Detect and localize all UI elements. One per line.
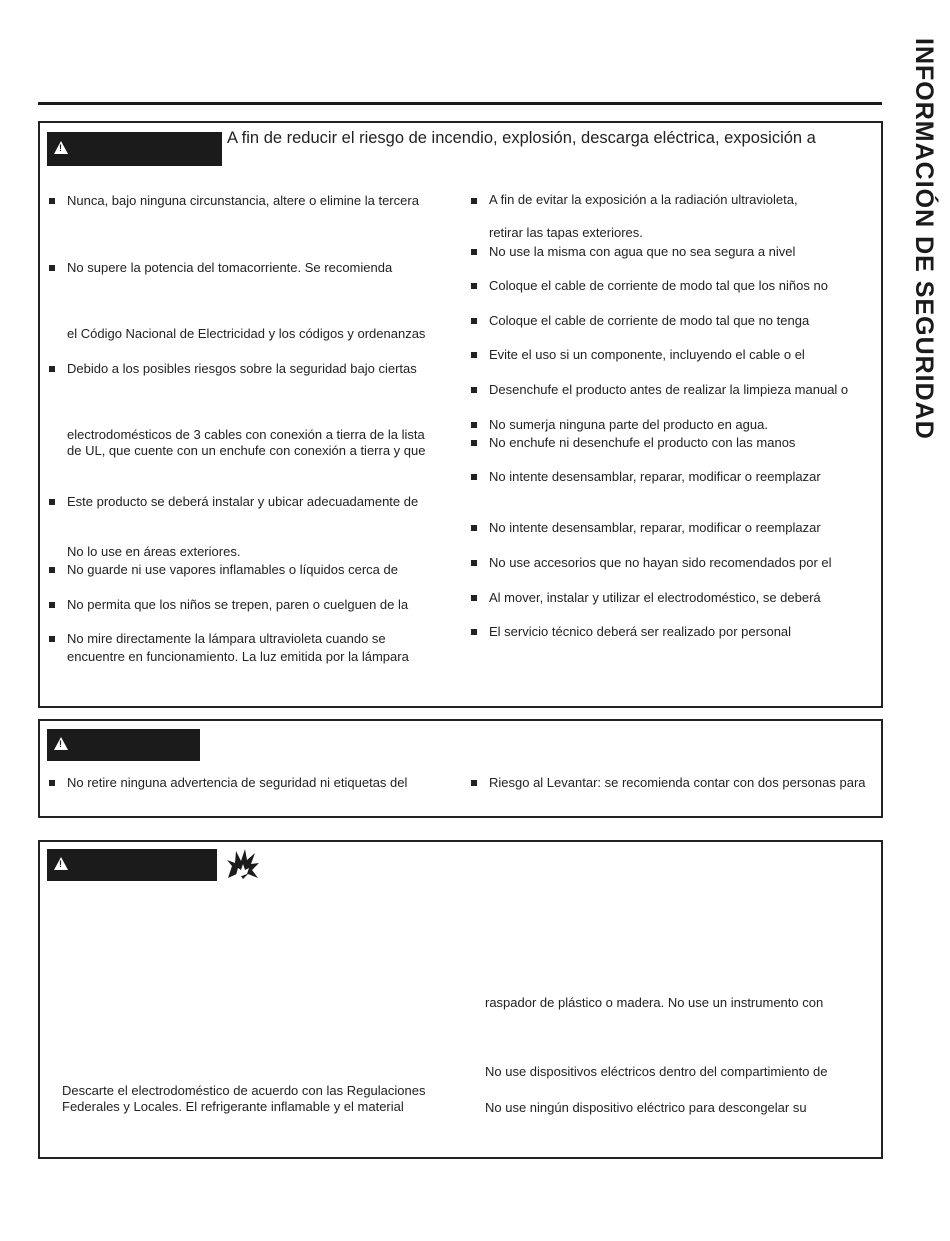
caution-badge	[47, 729, 200, 761]
bullet-icon	[471, 440, 477, 446]
header-rule	[38, 102, 882, 105]
bullet-icon	[49, 602, 55, 608]
list-item: Evite el uso si un componente, incluyendo el cable o el	[489, 347, 805, 362]
bullet-icon	[471, 560, 477, 566]
warning-triangle-icon	[54, 737, 68, 750]
list-item: el Código Nacional de Electricidad y los códigos y ordenanzas	[67, 326, 426, 341]
list-item: Este producto se deberá instalar y ubicar adecuadamente de	[67, 494, 419, 509]
list-item: No mire directamente la lámpara ultravioleta cuando se	[67, 631, 386, 646]
bullet-icon	[49, 780, 55, 786]
list-item: encuentre en funcionamiento. La luz emitida por la lámpara	[67, 649, 409, 664]
list-item: de UL, que cuente con un enchufe con conexión a tierra y que	[67, 443, 426, 458]
list-item: No supere la potencia del tomacorriente. Se recomienda	[67, 260, 393, 275]
list-item: No use dispositivos eléctricos dentro del compartimiento de	[485, 1064, 828, 1079]
list-item: Desenchufe el producto antes de realizar la limpieza manual o	[489, 382, 849, 397]
bullet-icon	[471, 387, 477, 393]
warning-badge	[47, 849, 217, 881]
list-item: Coloque el cable de corriente de modo tal que no tenga	[489, 313, 810, 328]
bullet-icon	[471, 629, 477, 635]
list-item: No retire ninguna advertencia de seguridad ni etiquetas del	[67, 775, 408, 790]
list-item: El servicio técnico deberá ser realizado por personal	[489, 624, 792, 639]
list-item: retirar las tapas exteriores.	[489, 225, 643, 240]
bullet-icon	[49, 499, 55, 505]
bullet-icon	[471, 422, 477, 428]
list-item: No use la misma con agua que no sea segura a nivel	[489, 244, 796, 259]
list-item: No intente desensamblar, reparar, modificar o reemplazar	[489, 520, 821, 535]
list-item: No sumerja ninguna parte del producto en agua.	[489, 417, 768, 432]
warning-box-main	[38, 121, 883, 708]
bullet-icon	[471, 318, 477, 324]
list-item: A fin de evitar la exposición a la radiación ultravioleta,	[489, 192, 798, 207]
bullet-icon	[471, 780, 477, 786]
bullet-icon	[49, 366, 55, 372]
box1-intro: A fin de reducir el riesgo de incendio, explosión, descarga eléctrica, exposición a	[227, 129, 816, 147]
bullet-icon	[49, 567, 55, 573]
list-item: Debido a los posibles riesgos sobre la seguridad bajo ciertas	[67, 361, 417, 376]
list-item: No intente desensamblar, reparar, modificar o reemplazar	[489, 469, 821, 484]
list-item: Descarte el electrodoméstico de acuerdo con las Regulaciones	[62, 1083, 426, 1098]
list-item: Riesgo al Levantar: se recomienda contar con dos personas para	[489, 775, 866, 790]
bullet-icon	[471, 474, 477, 480]
list-item: Federales y Locales. El refrigerante inflamable y el material	[62, 1099, 404, 1114]
bullet-icon	[471, 283, 477, 289]
warning-triangle-icon	[54, 857, 68, 870]
bullet-icon	[471, 352, 477, 358]
flammable-burst-icon	[226, 848, 260, 880]
list-item: No guarde ni use vapores inflamables o líquidos cerca de	[67, 562, 398, 577]
warning-badge	[47, 132, 222, 166]
bullet-icon	[471, 249, 477, 255]
list-item: No use accesorios que no hayan sido recomendados por el	[489, 555, 832, 570]
bullet-icon	[49, 198, 55, 204]
list-item: Nunca, bajo ninguna circunstancia, altere o elimine la tercera	[67, 193, 419, 208]
list-item: No enchufe ni desenchufe el producto con las manos	[489, 435, 796, 450]
warning-triangle-icon	[54, 141, 68, 154]
bullet-icon	[49, 265, 55, 271]
list-item: No use ningún dispositivo eléctrico para descongelar su	[485, 1100, 807, 1115]
list-item: Coloque el cable de corriente de modo tal que los niños no	[489, 278, 828, 293]
list-item: No permita que los niños se trepen, paren o cuelguen de la	[67, 597, 409, 612]
sidebar-title: INFORMACIÓN DE SEGURIDAD	[910, 38, 938, 440]
list-item: electrodomésticos de 3 cables con conexión a tierra de la lista	[67, 427, 425, 442]
list-item: raspador de plástico o madera. No use un instrumento con	[485, 995, 824, 1010]
bullet-icon	[471, 198, 477, 204]
list-item: No lo use en áreas exteriores.	[67, 544, 241, 559]
bullet-icon	[49, 636, 55, 642]
bullet-icon	[471, 525, 477, 531]
list-item: Al mover, instalar y utilizar el electrodoméstico, se deberá	[489, 590, 821, 605]
bullet-icon	[471, 595, 477, 601]
